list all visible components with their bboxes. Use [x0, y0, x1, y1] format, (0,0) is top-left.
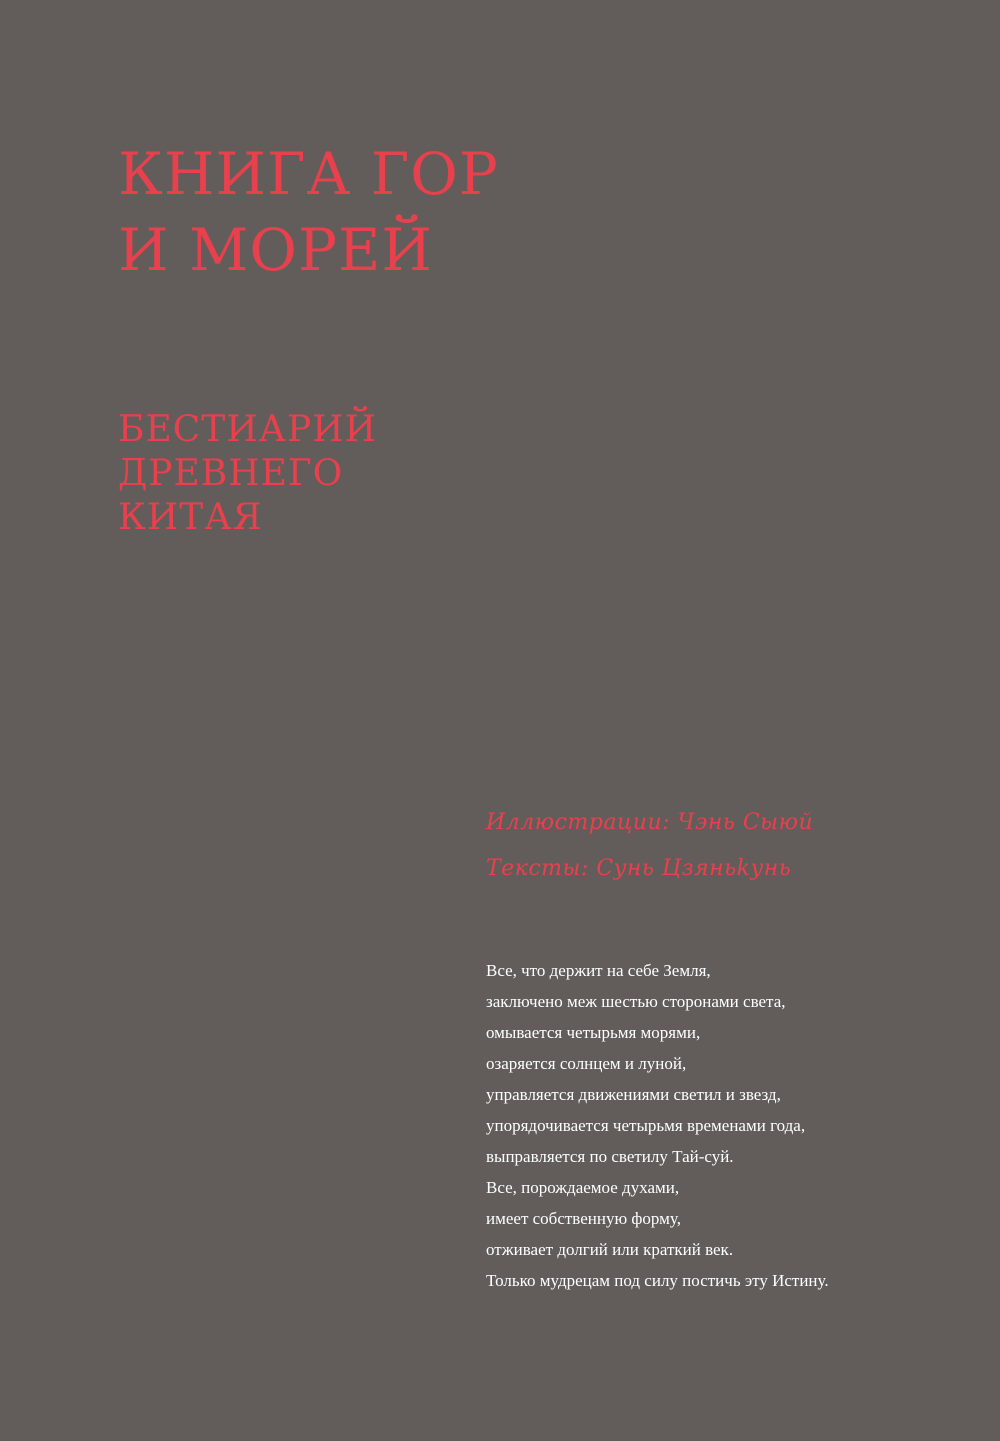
book-title	[118, 136, 499, 288]
poem-line: упорядочивается четырьмя временами года,	[486, 1116, 806, 1135]
poem-line: Только мудрецам под силу постичь эту Истину.	[486, 1271, 829, 1290]
poem-line: выправляется по светилу Тай-суй.	[486, 1147, 734, 1166]
credit-texts: Тексты: Сунь Цзяньkунь	[486, 856, 792, 881]
book-title-line-2: И МОРЕЙ	[118, 216, 433, 284]
poem-line: имеет собственную форму,	[486, 1209, 681, 1228]
credits	[486, 800, 813, 892]
book-subtitle-line-3: КИТАЯ	[118, 497, 263, 538]
poem-line: Все, порождаемое духами,	[486, 1178, 680, 1197]
poem-line: озаряется солнцем и луной,	[486, 1054, 687, 1073]
poem-line: отживает долгий или краткий век.	[486, 1240, 734, 1259]
credit-illustrations: Иллюстрации: Чэнь Сыюй	[486, 810, 814, 835]
book-subtitle-line-2: ДРЕВНЕГО	[118, 453, 344, 494]
poem-line: заключено меж шестью сторонами света,	[486, 992, 786, 1011]
book-title-line-1: КНИГА ГОР	[118, 140, 499, 208]
book-subtitle	[118, 408, 377, 540]
poem-line: омывается четырьмя морями,	[486, 1023, 701, 1042]
book-subtitle-line-1: БЕСТИАРИЙ	[118, 409, 377, 450]
poem-line: Все, что держит на себе Земля,	[486, 961, 711, 980]
epigraph-poem	[486, 955, 829, 1296]
poem-line: управляется движениями светил и звезд,	[486, 1085, 781, 1104]
